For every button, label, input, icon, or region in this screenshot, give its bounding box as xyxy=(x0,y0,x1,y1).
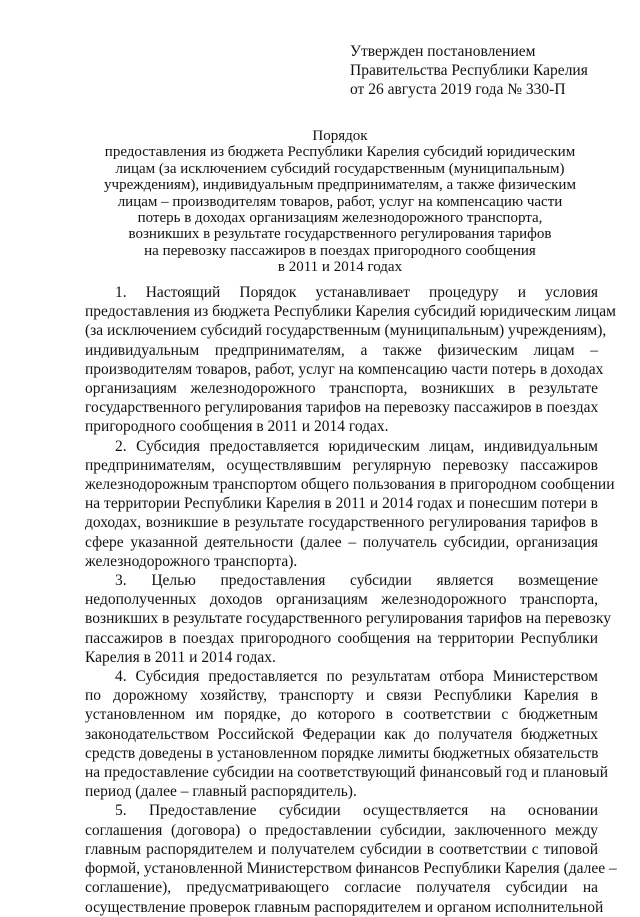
title-line: в 2011 и 2014 годах xyxy=(277,259,403,276)
paragraph-4 xyxy=(85,667,608,801)
paragraph-line: соглашение), предусматривающего согласие получателя субсидии на xyxy=(85,879,598,897)
paragraph-line: главным распорядителем и получателем субсидии в соответствии с типовой xyxy=(85,840,598,858)
paragraph-2 xyxy=(85,437,615,571)
paragraph-line: индивидуальным предпринимателям, а также физическим лицам – xyxy=(85,341,598,359)
paragraph-line: соглашения (договора) о предоставлении субсидии, заключенного между xyxy=(85,821,598,839)
paragraph-line: формой, установленной Министерством финансов Республики Карелия (далее – xyxy=(85,860,617,878)
paragraph-5 xyxy=(85,801,617,916)
paragraph-line: на территории Республики Карелия в 2011 и 2014 годах и понесшим потери в xyxy=(85,495,598,513)
paragraph-line: на предоставление субсидии на соответствующий финансовый год и плановый xyxy=(85,764,608,782)
paragraph-line: пассажиров в поездах пригородного сообщения на территории Республики xyxy=(85,629,598,647)
title-heading: Порядок xyxy=(312,128,368,144)
paragraph-line: пригородного сообщения в 2011 и 2014 годах. xyxy=(85,418,389,436)
paragraph-line: (за исключением субсидий государственным (муниципальным) учреждениям), xyxy=(85,322,607,340)
paragraph-line: железнодорожным транспортом общего пользования в пригородном сообщении xyxy=(85,476,615,494)
document-title xyxy=(50,128,630,276)
paragraph-line: железнодорожного транспорта). xyxy=(85,552,298,570)
paragraph-line: государственного регулирования тарифов на перевозку пассажиров в поездах xyxy=(85,399,599,417)
paragraph-line: 5. Предоставление субсидии осуществляется на основании xyxy=(115,802,598,820)
paragraph-line: производителям товаров, работ, услуг на компенсацию части потерь в доходах xyxy=(85,360,604,378)
paragraph-line: 4. Субсидия предоставляется по результатам отбора Министерством xyxy=(115,668,598,686)
title-line: возникших в результате государственного регулирования тарифов xyxy=(128,226,552,243)
paragraph-line: законодательством Российской Федерации как до получателя бюджетных xyxy=(85,725,598,743)
paragraph-line: установленном им порядке, до которого в соответствии с бюджетным xyxy=(85,706,598,724)
paragraph-line: организациям железнодорожного транспорта, возникших в результате xyxy=(85,380,598,398)
title-line: предоставления из бюджета Республики Карелия субсидий юридическим xyxy=(104,144,576,161)
paragraph-line: недополученных доходов организациям железнодорожного транспорта, xyxy=(85,591,598,609)
approval-stamp xyxy=(350,42,620,99)
paragraph-line: осуществление проверок главным распорядителем и органом исполнительной xyxy=(85,898,604,916)
title-line: лицам – производителям товаров, работ, услуг на компенсацию части xyxy=(117,193,563,210)
paragraph-line: сфере указанной деятельности (далее – получатель субсидии, организация xyxy=(85,533,598,551)
paragraph-line: предоставления из бюджета Республики Карелия субсидий юридическим лицам xyxy=(85,303,616,321)
title-line: потерь в доходах организациям железнодорожного транспорта, xyxy=(137,210,543,227)
paragraph-line: Карелия в 2011 и 2014 годах. xyxy=(85,648,276,666)
approval-line: Правительства Республики Карелия xyxy=(350,62,588,79)
paragraph-1 xyxy=(85,283,616,437)
approval-line: Утвержден постановлением xyxy=(350,43,536,60)
paragraph-line: 3. Целью предоставления субсидии является возмещение xyxy=(115,572,598,590)
paragraph-line: доходах, возникшие в результате государственного регулирования тарифов в xyxy=(85,514,598,532)
title-line: лицам (за исключением субсидий государственным (муниципальным) xyxy=(115,160,565,177)
paragraph-3 xyxy=(85,571,611,667)
approval-line: от 26 августа 2019 года № 330-П xyxy=(350,81,566,98)
paragraph-line: возникших в результате государственного регулирования тарифов на перевозку xyxy=(85,610,611,628)
paragraph-line: средств доведены в установленном порядке лимиты бюджетных обязательств xyxy=(85,744,599,762)
title-line: на перевозку пассажиров в поездах пригородного сообщения xyxy=(144,242,536,259)
paragraph-line: предпринимателям, осуществлявшим регулярную перевозку пассажиров xyxy=(85,456,598,474)
document-body xyxy=(85,283,617,917)
paragraph-line: 2. Субсидия предоставляется юридическим лицам, индивидуальным xyxy=(115,437,598,455)
title-line: учреждениям), индивидуальным предпринимателям, а также физическим xyxy=(104,177,576,194)
paragraph-line: период (далее – главный распорядитель). xyxy=(85,783,357,801)
paragraph-line: по дорожному хозяйству, транспорту и связи Республики Карелия в xyxy=(85,687,598,705)
paragraph-line: 1. Настоящий Порядок устанавливает процедуру и условия xyxy=(115,284,598,301)
